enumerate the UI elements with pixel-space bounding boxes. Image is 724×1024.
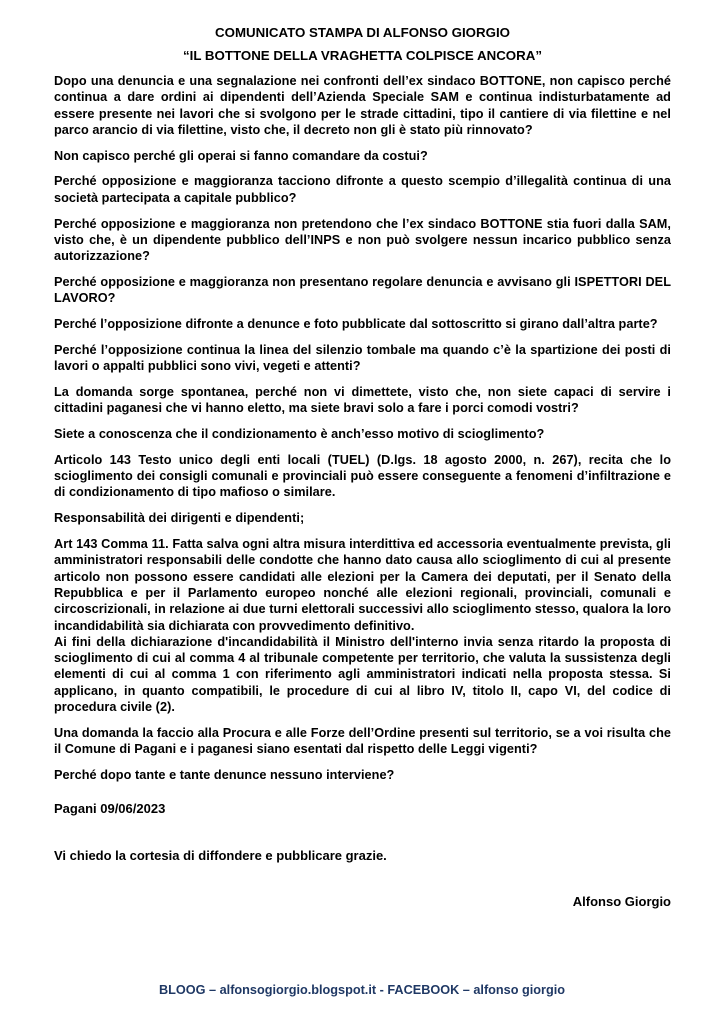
paragraph: Responsabilità dei dirigenti e dipendenti; (54, 511, 305, 526)
paragraph: Dopo una denuncia e una segnalazione nei confronti dell’ex sindaco BOTTONE, non capisco perché continua a dare ordini ai dipendenti dell’Azienda Speciale SAM e continua indisturbatamente ad essere presente nei lavori che si svolgono per le strade cittadini, tipo il cantiere di via filettine e nel parco arancio di via filettine, visto che, il decreto non gli è stato più rinnovato? (54, 74, 671, 137)
paragraph: Perché opposizione e maggioranza non presentano regolare denuncia e avvisano gli ISPETTORI DEL LAVORO? (54, 274, 671, 306)
document-title: COMUNICATO STAMPA DI ALFONSO GIORGIO (215, 25, 510, 40)
closing-request: Vi chiedo la cortesia di diffondere e pubblicare grazie. (54, 848, 387, 864)
paragraph: Perché dopo tante e tante denunce nessuno interviene? (54, 767, 395, 782)
paragraph: Perché l’opposizione difronte a denunce e foto pubblicate dal sottoscritto si girano dall’altra parte? (54, 317, 658, 332)
document-body (54, 73, 671, 783)
paragraph: Una domanda la faccio alla Procura e alle Forze dell’Ordine presenti sul territorio, se a voi risulta che il Comune di Pagani e i paganesi siano esentati dal rispetto delle Leggi vigenti? (54, 725, 671, 757)
paragraph: La domanda sorge spontanea, perché non vi dimettete, visto che, non siete capaci di servire i cittadini paganesi che vi hanno eletto, ma siete bravi solo a fare i porci comodi vostri? (54, 384, 671, 416)
paragraph: Siete a conoscenza che il condizionamento è anch’esso motivo di scioglimento? (54, 427, 545, 442)
document-subtitle: “IL BOTTONE DELLA VRAGHETTA COLPISCE ANCORA” (182, 48, 543, 63)
signature: Alfonso Giorgio (572, 894, 671, 910)
paragraph: Articolo 143 Testo unico degli enti locali (TUEL) (D.lgs. 18 agosto 2000, n. 267), recita che lo scioglimento dei consigli comunali e provinciali può essere conseguente a fenomeni d’infiltrazione e di condizionamento di tipo mafioso o similare. (54, 452, 671, 500)
date-line: Pagani 09/06/2023 (54, 801, 166, 817)
paragraph: Non capisco perché gli operai si fanno comandare da costui? (54, 148, 428, 163)
paragraph: Ai fini della dichiarazione d'incandidabilità il Ministro dell'interno invia senza ritardo la proposta di scioglimento di cui al comma 4 al tribunale competente per territorio, che valuta la sussistenza degli elementi di cui al comma 1 con riferimento agli amministratori indicati nella proposta stessa. Si applicano, in quanto compatibili, le procedure di cui al libro IV, titolo II, capo VI, del codice di procedura civile (2). (54, 634, 671, 714)
paragraph: Perché opposizione e maggioranza non pretendono che l’ex sindaco BOTTONE stia fuori dalla SAM, visto che, è un dipendente pubblico dell’INPS e non può svolgere nessun incarico pubblico senza autorizzazione? (54, 216, 671, 264)
footer-links: BLOOG – alfonsogiorgio.blogspot.it - FACEBOOK – alfonso giorgio (159, 983, 565, 997)
paragraph: Perché l’opposizione continua la linea del silenzio tombale ma quando c’è la spartizione dei posti di lavori o appalti pubblici sono vivi, vegeti e attenti? (54, 342, 671, 374)
paragraph: Perché opposizione e maggioranza tacciono difronte a questo scempio d’illegalità continua di una società partecipata a capitale pubblico? (54, 174, 671, 205)
paragraph: Art 143 Comma 11. Fatta salva ogni altra misura interdittiva ed accessoria eventualmente prevista, gli amministratori responsabili delle condotte che hanno dato causa allo scioglimento di cui al presente articolo non possono essere candidati alle elezioni per la Camera dei deputati, per il Senato della Repubblica e per il Parlamento europeo nonché alle elezioni regionali, provinciali, comunali e circoscrizionali, in relazione ai due turni elettorali successivi allo scioglimento stesso, qualora la loro incandidabilità sia dichiarata con provvedimento definitivo. (54, 537, 671, 633)
press-release-page (54, 24, 671, 910)
